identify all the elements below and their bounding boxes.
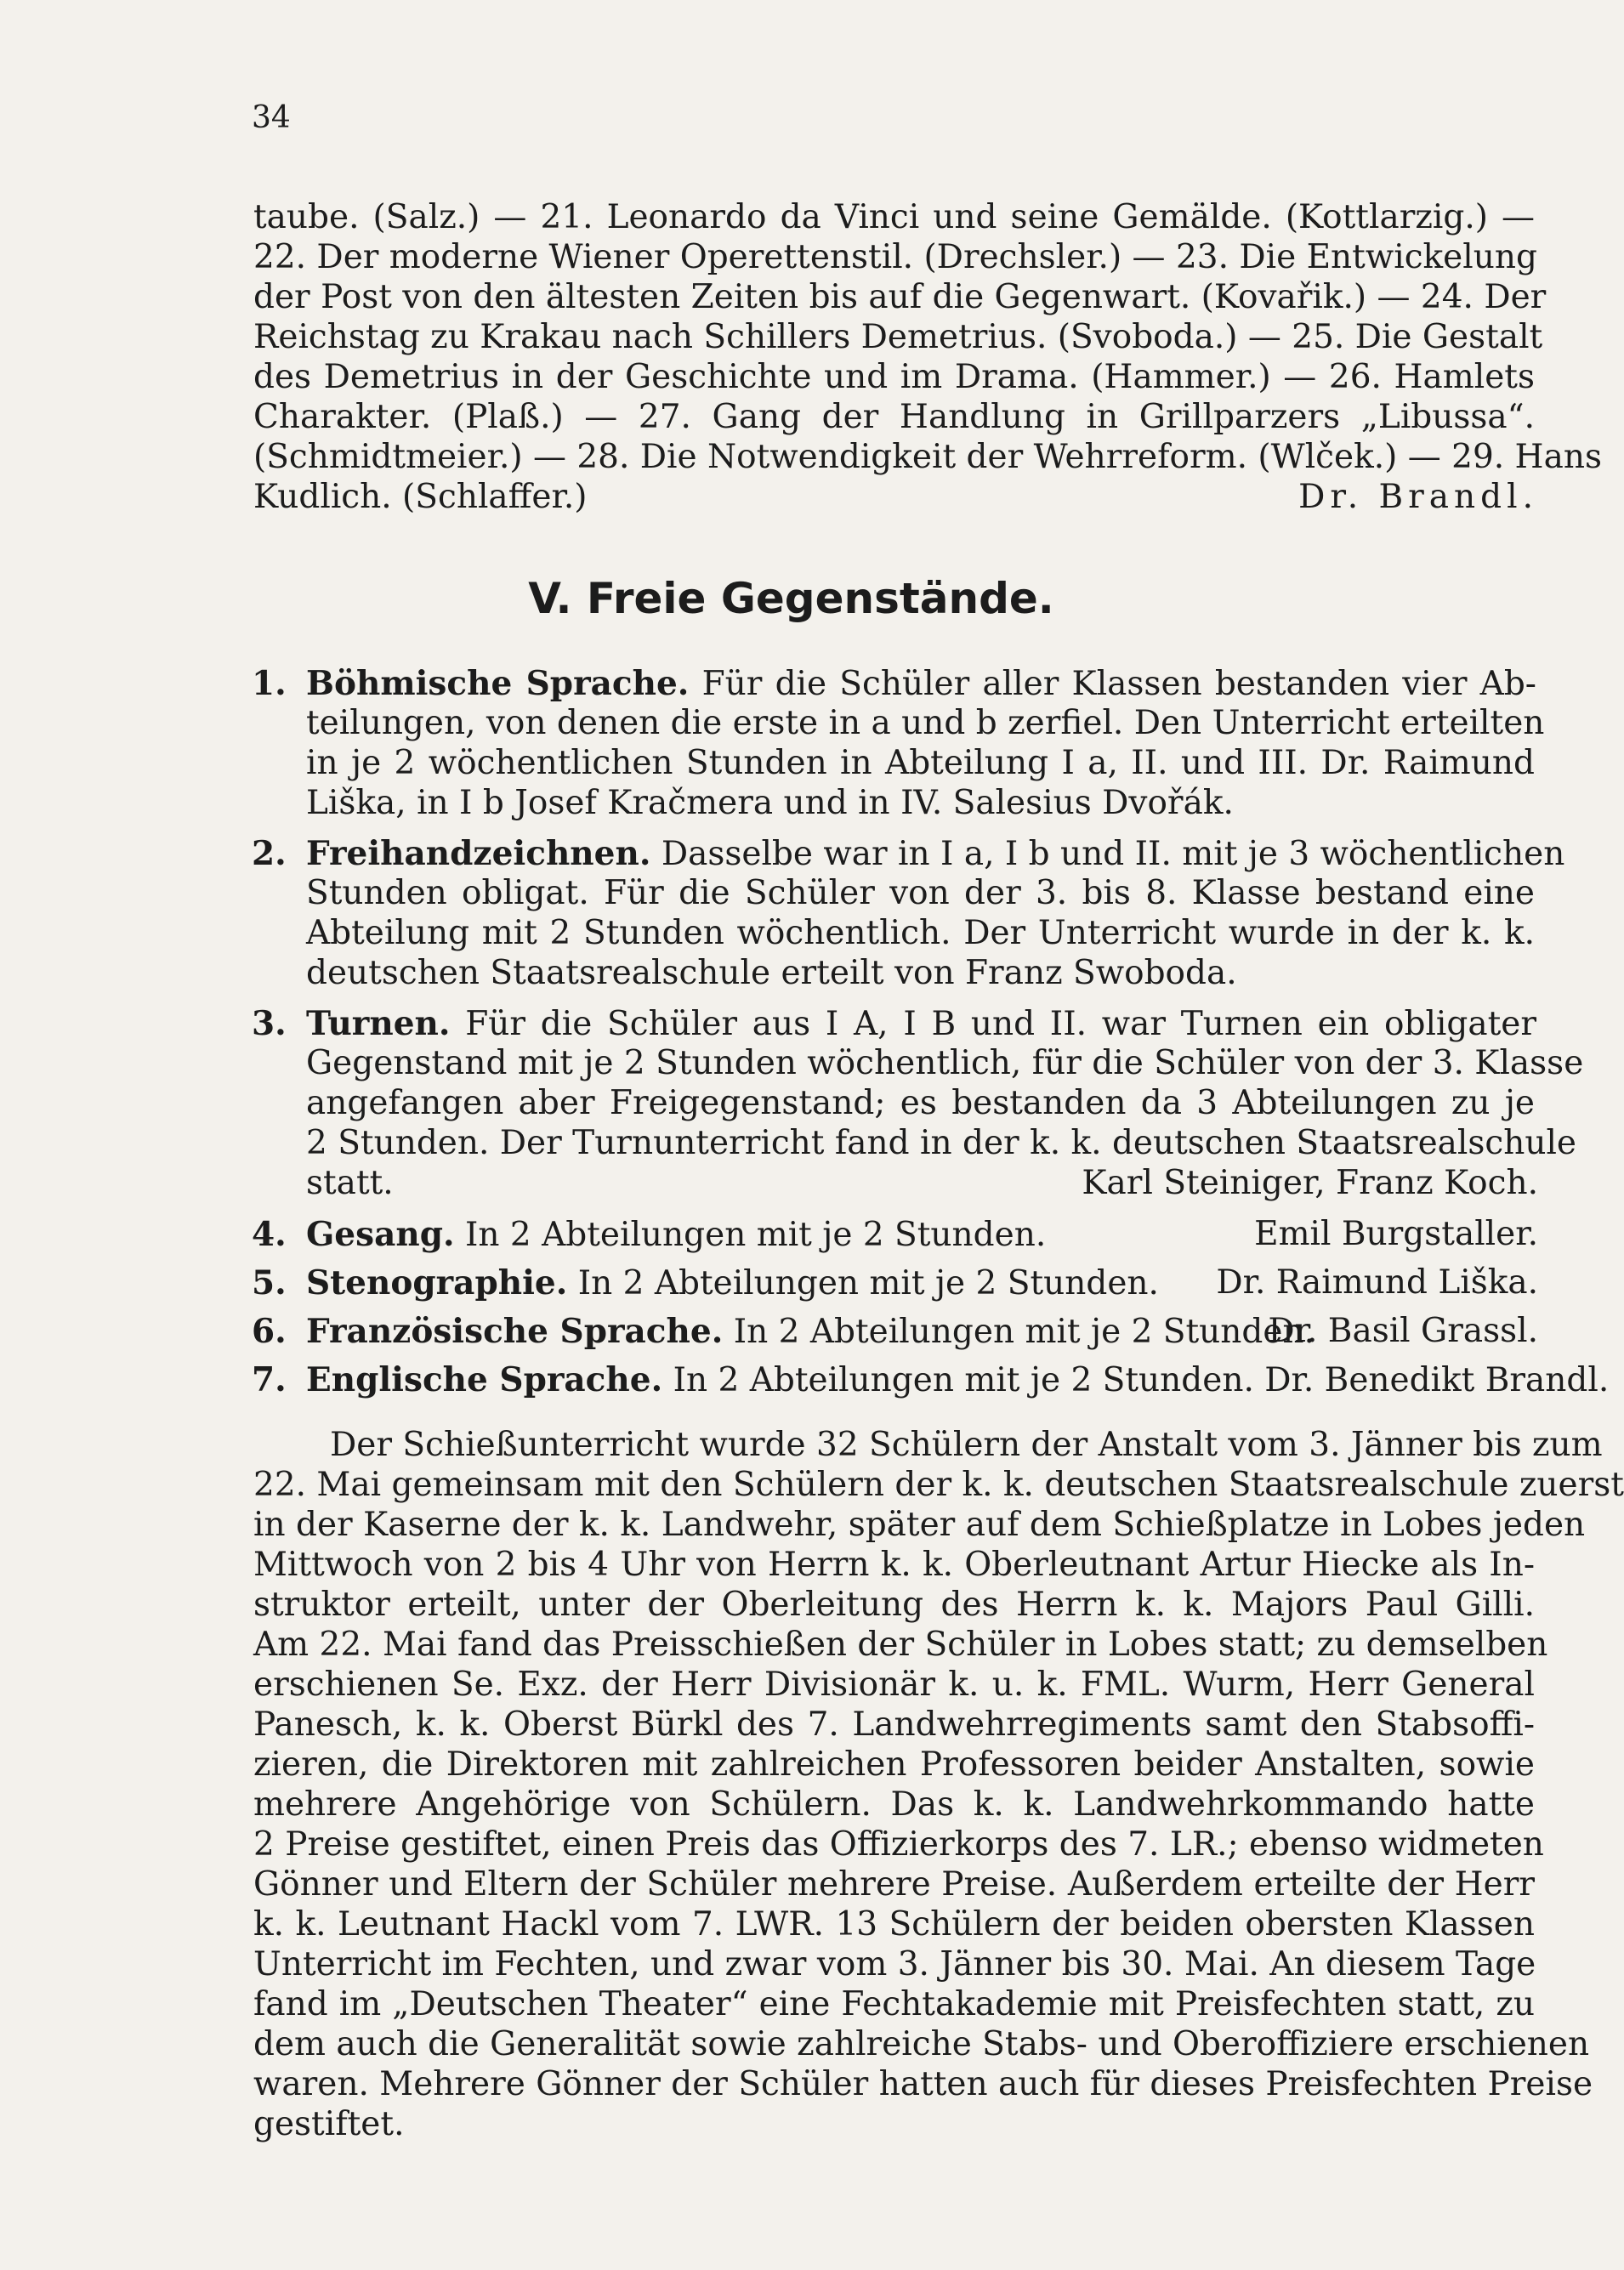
- text-line: 2 Preise gestiftet, einen Preis das Offizierkorps des 7. LR.; ebenso widmeten: [253, 1825, 1544, 1864]
- text-line: angefangen aber Freigegenstand; es bestanden da 3 Abteilungen zu je: [306, 1084, 1535, 1122]
- item-title: Gesang.: [306, 1215, 455, 1254]
- item-text: In 2 Abteilungen mit je 2 Stunden.: [464, 1216, 1047, 1254]
- page-number: 34: [252, 100, 291, 135]
- text-line: fand im „Deutschen Theater“ eine Fechtakademie mit Preisfechten statt, zu: [253, 1985, 1535, 2023]
- item-text: Für die Schüler aus I A, I B und II. war Turnen ein obligater: [465, 1005, 1536, 1043]
- item-title: Turnen.: [306, 1004, 451, 1043]
- item-number: 3.: [252, 1004, 287, 1043]
- text-line: erschienen Se. Exz. der Herr Divisionär k. u. k. FML. Wurm, Herr General: [253, 1666, 1535, 1704]
- text-line: waren. Mehrere Gönner der Schüler hatten auch für dieses Preisfechten Preise: [253, 2065, 1593, 2103]
- text-line: 22. Der moderne Wiener Operettenstil. (Drechsler.) — 23. Die Entwickelung: [253, 238, 1537, 276]
- item-title: Stenographie.: [306, 1263, 568, 1302]
- text-line: Stunden obligat. Für die Schüler von der 3. bis 8. Klasse bestand eine: [306, 874, 1535, 912]
- item-text: In 2 Abteilungen mit je 2 Stunden.: [733, 1313, 1315, 1351]
- text-line: Gönner und Eltern der Schüler mehrere Preise. Außerdem erteilte der Herr: [253, 1865, 1535, 1904]
- text-line: in der Kaserne der k. k. Landwehr, später auf dem Schießplatze in Lobes jeden: [253, 1506, 1586, 1544]
- item-number: 1.: [252, 664, 287, 703]
- text-line: dem auch die Generalität sowie zahlreiche Stabs- und Oberoffiziere erschienen: [253, 2025, 1590, 2063]
- text-line: Charakter. (Plaß.) — 27. Gang der Handlung in Grillparzers „Libussa“.: [253, 398, 1535, 436]
- text-line: Unterricht im Fechten, und zwar vom 3. Jänner bis 30. Mai. An diesem Tage: [253, 1945, 1536, 1983]
- text-line: deutschen Staatsrealschule erteilt von Franz Swoboda.: [306, 954, 1237, 992]
- text-line: der Post von den ältesten Zeiten bis auf die Gegenwart. (Kovařik.) — 24. Der: [253, 278, 1547, 316]
- item-number: 7.: [252, 1360, 287, 1399]
- item-text: In 2 Abteilungen mit je 2 Stunden. Dr. Benedikt Brandl.: [673, 1361, 1610, 1399]
- text-line: Abteilung mit 2 Stunden wöchentlich. Der Unterricht wurde in der k. k.: [306, 914, 1535, 952]
- text-line: zieren, die Direktoren mit zahlreichen Professoren beider Anstalten, sowie: [253, 1745, 1535, 1784]
- item-number: 6.: [252, 1312, 287, 1351]
- item-title: Freihandzeichnen.: [306, 834, 651, 873]
- item-text: Dasselbe war in I a, I b und II. mit je 3 wöchentlichen: [661, 835, 1565, 873]
- text-line: taube. (Salz.) — 21. Leonardo da Vinci und seine Gemälde. (Kottlarzig.) —: [253, 198, 1535, 236]
- text-line: Panesch, k. k. Oberst Bürkl des 7. Landwehrregiments samt den Stabsoffi-: [253, 1705, 1535, 1744]
- text-line: 22. Mai gemeinsam mit den Schülern der k. k. deutschen Staatsrealschule zuerst: [253, 1466, 1624, 1504]
- text-line: Mittwoch von 2 bis 4 Uhr von Herrn k. k. Oberleutnant Artur Hiecke als In-: [253, 1546, 1535, 1584]
- item-number: 2.: [252, 834, 287, 873]
- text-line: Gegenstand mit je 2 Stunden wöchentlich, für die Schüler von der 3. Klasse: [306, 1044, 1584, 1082]
- text-line: Der Schießunterricht wurde 32 Schülern der Anstalt vom 3. Jänner bis zum: [330, 1426, 1603, 1464]
- text-line: Reichstag zu Krakau nach Schillers Demetrius. (Svoboda.) — 25. Die Gestalt: [253, 318, 1543, 356]
- text-line: gestiftet.: [253, 2105, 405, 2143]
- signature: Emil Burgstaller.: [1254, 1215, 1538, 1253]
- signature: Dr. Basil Grassl.: [1268, 1312, 1538, 1350]
- section-heading: V. Freie Gegenstände.: [528, 574, 1054, 623]
- text-line: Liška, in I b Josef Kračmera und in IV. Salesius Dvořák.: [306, 784, 1234, 822]
- item-title: Böhmische Sprache.: [306, 664, 690, 703]
- item-number: 4.: [252, 1215, 287, 1254]
- text-line: (Schmidtmeier.) — 28. Die Notwendigkeit der Wehrreform. (Wlček.) — 29. Hans: [253, 438, 1602, 476]
- text-line: teilungen, von denen die erste in a und b zerfiel. Den Unterricht erteilten: [306, 704, 1545, 742]
- item-title: Französische Sprache.: [306, 1312, 724, 1351]
- signature: Dr. Raimund Liška.: [1216, 1263, 1538, 1302]
- item-number: 5.: [252, 1263, 287, 1302]
- text-line: Kudlich. (Schlaffer.): [253, 478, 588, 516]
- text-line: in je 2 wöchentlichen Stunden in Abteilung I a, II. und III. Dr. Raimund: [306, 744, 1535, 782]
- item-text: Für die Schüler aller Klassen bestanden vier Ab-: [701, 665, 1536, 703]
- signature: Dr. Brandl.: [1298, 478, 1538, 516]
- signature: Karl Steiniger, Franz Koch.: [1082, 1164, 1538, 1202]
- text-line: mehrere Angehörige von Schülern. Das k. k. Landwehrkommando hatte: [253, 1785, 1535, 1824]
- text-line: k. k. Leutnant Hackl vom 7. LWR. 13 Schülern der beiden obersten Klassen: [253, 1905, 1535, 1944]
- text-line: statt.: [306, 1164, 394, 1202]
- text-line: Am 22. Mai fand das Preisschießen der Schüler in Lobes statt; zu demselben: [253, 1626, 1548, 1664]
- text-line: des Demetrius in der Geschichte und im Drama. (Hammer.) — 26. Hamlets: [253, 358, 1535, 396]
- item-text: In 2 Abteilungen mit je 2 Stunden.: [577, 1264, 1159, 1302]
- text-line: 2 Stunden. Der Turnunterricht fand in der k. k. deutschen Staatsrealschule: [306, 1124, 1577, 1162]
- item-title: Englische Sprache.: [306, 1360, 663, 1399]
- text-line: struktor erteilt, unter der Oberleitung des Herrn k. k. Majors Paul Gilli.: [253, 1586, 1535, 1624]
